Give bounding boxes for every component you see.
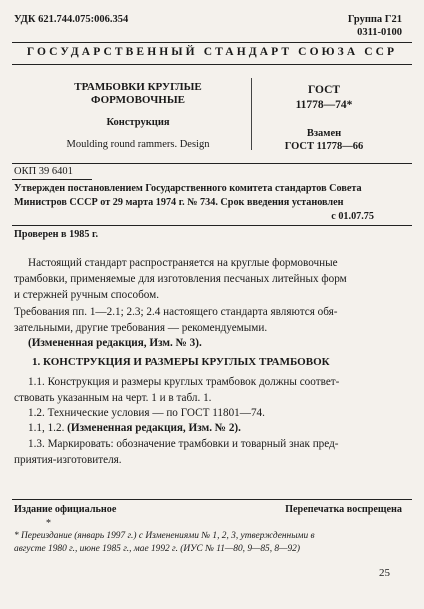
no-reprint-notice: Перепечатка воспрещена: [285, 504, 402, 515]
title-ru-line2: ФОРМОВОЧНЫЕ: [91, 94, 185, 106]
clause-1-2: 1.2. Технические условия — по ГОСТ 11801—74.: [28, 407, 265, 419]
checked-note: Проверен в 1985 г.: [14, 229, 99, 240]
title-ru-line1: ТРАМБОВКИ КРУГЛЫЕ: [74, 81, 202, 93]
approval-line1: Утвержден постановлением Государственного комитета стандартов Совета: [14, 183, 362, 194]
official-edition: Издание официальное: [14, 504, 117, 515]
title-en: Moulding round rammers. Design: [66, 139, 210, 150]
gost-number: 11778—74*: [295, 99, 353, 111]
reissue-note-line2: августе 1980 г., июне 1985 г., мае 1992 г. (ИУС № 11—80, 9—85, 8—92): [14, 544, 300, 554]
requirements-line1: Требования пп. 1—2.1; 2.3; 2.4 настоящего стандарта являются обя-: [14, 306, 338, 318]
approval-rule: [12, 225, 412, 226]
replaces-value: ГОСТ 11778—66: [284, 141, 364, 152]
footer-rule: [12, 499, 412, 500]
reissue-note-line1: * Переиздание (январь 1997 г.) с Изменениями № 1, 2, 3, утвержденными в: [14, 531, 315, 541]
clause-1-1-1-2-prefix: 1.1, 1.2.: [28, 422, 65, 434]
udk-code: УДК 621.744.075:006.354: [14, 14, 129, 25]
gost-label: ГОСТ: [307, 84, 341, 96]
standard-title: ГОСУДАРСТВЕННЫЙ СТАНДАРТ СОЮЗА ССР: [26, 46, 398, 58]
title-divider: [251, 78, 252, 150]
title-block-rule: [12, 163, 412, 164]
section-heading: 1. КОНСТРУКЦИЯ И РАЗМЕРЫ КРУГЛЫХ ТРАМБОВОК: [32, 356, 330, 368]
intro-line2: трамбовки, применяемые для изготовления песчаных литейных форм: [14, 273, 347, 285]
subtitle-ru: Конструкция: [106, 117, 170, 128]
header-rule-top: [12, 42, 412, 43]
clause-1-3-line2: приятия-изготовителя.: [14, 454, 122, 466]
header-rule-bottom: [12, 64, 412, 65]
amendment-2: (Измененная редакция, Изм. № 2).: [67, 422, 241, 434]
clause-1-1-1-2: [28, 422, 241, 434]
requirements-line2: зательными, другие требования — рекомендуемыми.: [14, 322, 268, 334]
page-number: 25: [379, 567, 390, 579]
intro-line3: и стержней ручным способом.: [14, 289, 160, 301]
clause-1-3-line1: 1.3. Маркировать: обозначение трамбовки и товарный знак пред-: [28, 438, 339, 450]
clause-1-1-line1: 1.1. Конструкция и размеры круглых трамбовок должны соответ-: [28, 376, 340, 388]
okstu-code: 0311-0100: [357, 27, 402, 38]
amendment-3: (Измененная редакция, Изм. № 3).: [28, 337, 202, 349]
approval-line2: Министров СССР от 29 марта 1974 г. № 734. Срок введения установлен: [14, 197, 344, 208]
okp-underline: [12, 179, 92, 180]
group-code: Группа Г21: [347, 14, 402, 25]
clause-1-1-line2: ствовать указанным на черт. 1 и в табл. 1.: [14, 392, 212, 404]
approval-date: с 01.07.75: [331, 211, 374, 222]
replaces-label: Взамен: [306, 128, 342, 139]
footnote-asterisk: *: [46, 518, 51, 529]
intro-line1: Настоящий стандарт распространяется на круглые формовочные: [28, 257, 338, 269]
okp-code: ОКП 39 6401: [14, 166, 73, 177]
